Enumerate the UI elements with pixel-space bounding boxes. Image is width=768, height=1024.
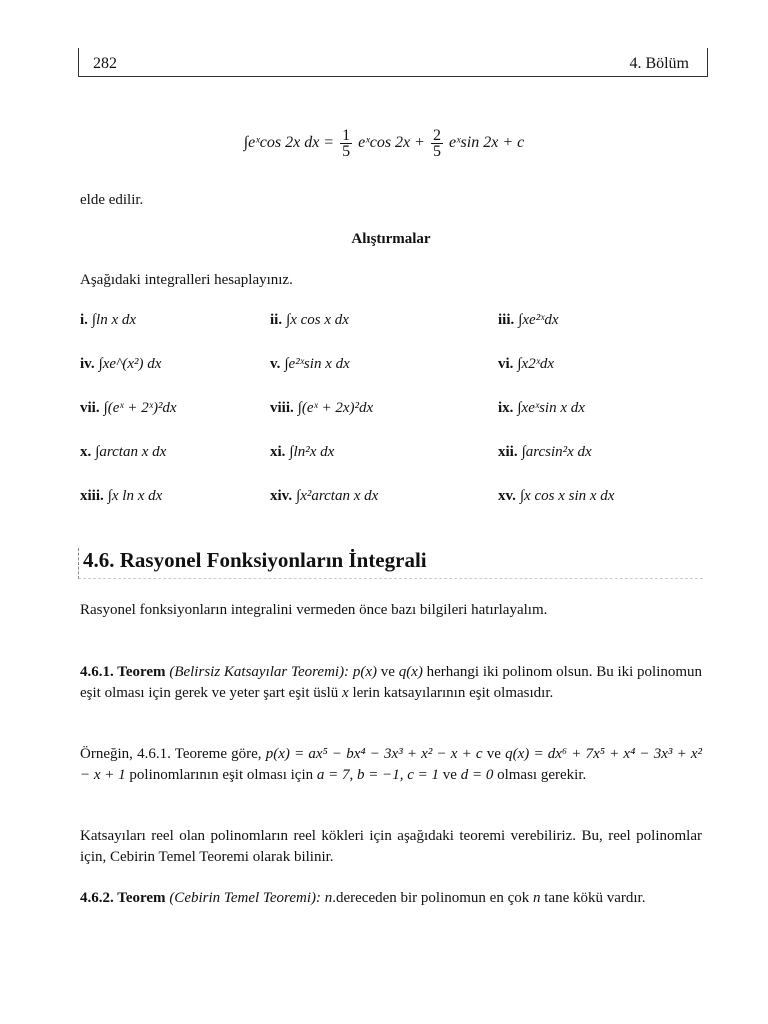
frac1-numerator: 1 bbox=[342, 127, 351, 144]
formula-term1: eˣcos 2x + bbox=[358, 134, 425, 152]
exercise-item: vii. ∫(eˣ + 2ˣ)²dx bbox=[80, 400, 177, 416]
theorem-4-6-1: 4.6.1. Teorem (Belirsiz Katsayılar Teoremi): p(x) ve q(x) herhangi iki polinom olsun. Bu iki polinomun eşit olması için gerek ve yeter şart eşit üslü x lerin katsayılarının eşit olmasıdır. bbox=[80, 664, 703, 701]
exercise-item: v. ∫e²ˣsin x dx bbox=[270, 356, 350, 372]
theorem-name: (Belirsiz Katsayılar Teoremi): bbox=[169, 664, 350, 680]
exercise-row bbox=[80, 356, 700, 400]
fraction-one-fifth bbox=[340, 128, 352, 159]
frac1-denominator: 5 bbox=[342, 143, 351, 160]
formula-term2: eˣsin 2x + c bbox=[448, 134, 525, 152]
after-formula-text: elde edilir. bbox=[80, 192, 144, 208]
exercise-item: iii. ∫xe²ˣdx bbox=[498, 312, 559, 328]
chapter-label: 4. Bölüm bbox=[629, 55, 689, 72]
theorem-4-6-2: 4.6.2. Teorem (Cebirin Temel Teoremi): n.dereceden bir polinomun en çok n tane kökü vardır. bbox=[80, 890, 646, 906]
theorem-number: 4.6.1. Teorem bbox=[80, 664, 166, 680]
frac2-denominator: 5 bbox=[432, 143, 441, 160]
exercise-item: xiv. ∫x²arctan x dx bbox=[270, 488, 379, 504]
exercise-item: iv. ∫xe^(x²) dx bbox=[80, 356, 162, 372]
frac2-numerator: 2 bbox=[432, 127, 441, 144]
exercise-row bbox=[80, 444, 700, 488]
exercise-item: xii. ∫arcsin²x dx bbox=[498, 444, 592, 460]
exercise-item: i. ∫ln x dx bbox=[80, 312, 137, 328]
exercise-row bbox=[80, 400, 700, 444]
fraction-two-fifths bbox=[431, 128, 443, 159]
exercise-row bbox=[80, 488, 700, 532]
theorem-number: 4.6.2. Teorem bbox=[80, 890, 166, 906]
exercise-item: viii. ∫(eˣ + 2x)²dx bbox=[270, 400, 374, 416]
display-formula bbox=[0, 128, 768, 159]
theorem-name: (Cebirin Temel Teoremi): bbox=[169, 890, 321, 906]
exercise-item: vi. ∫x2ˣdx bbox=[498, 356, 555, 372]
exercise-grid bbox=[80, 312, 700, 532]
exercises-title: Alıştırmalar bbox=[351, 231, 431, 247]
exercise-item: xv. ∫x cos x sin x dx bbox=[498, 488, 615, 504]
section-title: 4.6. Rasyonel Fonksiyonların İntegrali bbox=[78, 548, 703, 579]
exercise-item: xiii. ∫x ln x dx bbox=[80, 488, 163, 504]
page-header bbox=[78, 48, 708, 77]
example-paragraph: Örneğin, 4.6.1. Teoreme göre, p(x) = ax⁵ − bx⁴ − 3x³ + x² − x + c ve q(x) = dx⁶ + 7x⁵ + x⁴ − 3x³ + x² − x + 1 polinomlarının eşit olması için a = 7, b = −1, c = 1 ve d = 0 olması gerekir. bbox=[80, 746, 703, 783]
exercise-item: ii. ∫x cos x dx bbox=[270, 312, 349, 328]
exercises-intro: Aşağıdaki integralleri hesaplayınız. bbox=[80, 272, 293, 288]
page-number: 282 bbox=[93, 55, 117, 72]
exercise-item: x. ∫arctan x dx bbox=[80, 444, 167, 460]
paragraph-intro: Rasyonel fonksiyonların integralini vermeden önce bazı bilgileri hatırlayalım. bbox=[80, 602, 548, 618]
exercise-item: xi. ∫ln²x dx bbox=[270, 444, 335, 460]
exercise-item: ix. ∫xeˣsin x dx bbox=[498, 400, 585, 416]
paragraph-real-roots: Katsayıları reel olan polinomların reel kökleri için aşağıdaki teoremi verebiliriz. Bu, reel polinomlar için, Cebirin Temel Teoremi olarak bilinir. bbox=[80, 828, 702, 865]
exercise-row bbox=[80, 312, 700, 356]
formula-lhs: ∫eˣcos 2x dx = bbox=[243, 134, 335, 152]
